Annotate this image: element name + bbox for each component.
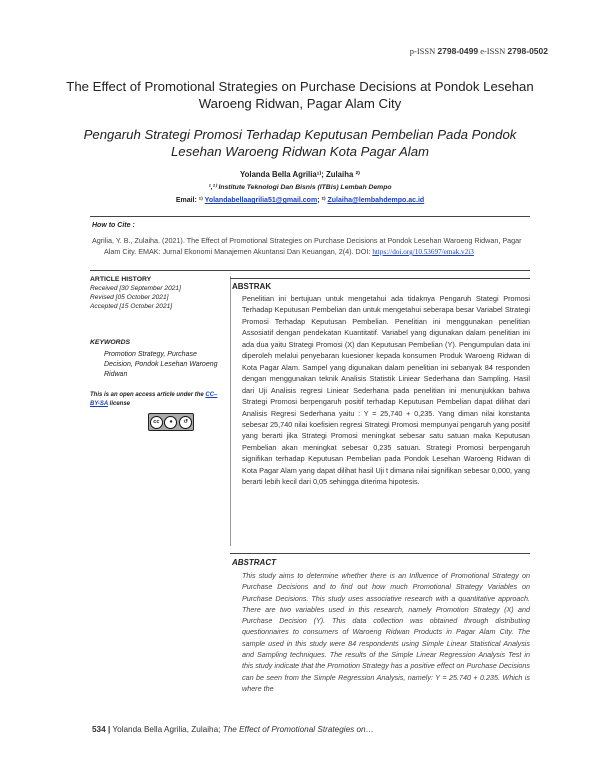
how-to-cite-text [92, 235, 530, 258]
email-link-1[interactable]: Yolandabellaagrilia51@gmail.com [204, 197, 318, 204]
revised-date: Revised [05 October 2021] [90, 294, 169, 301]
footer-authors: Yolanda Bella Agrilia, Zulaiha; [112, 725, 221, 734]
divider-abstrak [230, 278, 530, 279]
title-indonesian: Pengaruh Strategi Promosi Terhadap Keputusan Pembelian Pada Pondok Lesehan Waroeng Ridwan Kota Pagar Alam [83, 127, 517, 159]
e-issn-label: e-ISSN [480, 46, 506, 56]
page-number: 534 [92, 725, 106, 734]
sa-icon: ↺ [179, 416, 192, 429]
citation-text: Agrilia, Y. B., Zulaiha. (2021). The Effect of Promotional Strategies on Purchase Decisions at Pondok Lesehan Waroeng Ridwan, Pagar Alam City. EMAK: Jurnal Ekonomi Manajemen Akuntansi Dan Keuangan, 2(4). DOI: [92, 236, 522, 256]
issn-line [410, 46, 548, 56]
page-footer [92, 725, 374, 734]
email-line [60, 196, 540, 204]
email-link-2[interactable]: Zulaiha@lembahdempo.ac.id [327, 197, 425, 204]
article-history-heading: ARTICLE HISTORY [90, 276, 152, 283]
email-label: Email: [175, 197, 197, 204]
keywords-text: Promotion Strategy, Purchase Decision, Pondok Lesehan Waroeng Ridwan [104, 351, 218, 378]
license-post: license [109, 400, 131, 407]
license-pre: This is an open access article under the [90, 392, 204, 398]
abstrak-heading: ABSTRAK [232, 282, 272, 291]
article-history [90, 275, 225, 311]
how-to-cite-heading: How to Cite : [92, 222, 135, 229]
abstract-text: This study aims to determine whether there is an Influence of Promotional Strategy on Purchase Decisions and to find out how much Promotional Strategy Variables on Purchase Decisions. This study uses associative research with a quantitative approach. There are two variables used in this research, namely Promotion Strategy (X) and Purchase Decision (Y). This data collection was obtained through distributing questionnaires to consumers of Waroeng Ridwan Products in Pagar Alam City. The sample used in this study were 84 respondents using Simple Linear Statistical Analysis and Sampling techniques. The results of the Simple Linear Regression Analysis Test in this study indicate that the Promotion Strategy has a positive effect on Purchase Decisions can be seen from the Simple Regression Analysis, namely: Y = 25.740 + 0.235. Which is where the [242, 571, 530, 693]
by-icon: ● [164, 416, 177, 429]
received-date: Received [30 September 2021] [90, 285, 181, 292]
license-note [90, 391, 225, 408]
p-issn-label: p-ISSN [409, 46, 436, 56]
affiliation: ¹,²⁾ Institute Teknologi Dan Bisnis (ITBis) Lembah Dempo [208, 184, 392, 191]
e-issn-number: 2798-0502 [507, 46, 548, 56]
footer-title: The Effect of Promotional Strategies on… [222, 725, 374, 734]
divider-top [90, 216, 530, 217]
cc-by-sa-badge-icon[interactable] [148, 413, 194, 431]
divider-cite [90, 270, 530, 271]
keywords-block [90, 338, 225, 380]
abstract-heading: ABSTRACT [232, 558, 276, 567]
authors: Yolanda Bella Agrilia¹⁾; Zulaiha ²⁾ [240, 170, 360, 179]
footer-separator: | [107, 725, 111, 734]
abstrak-text: Penelitian ini bertujuan untuk mengetahui ada tidaknya Pengaruh Stategi Promosi Terhadap Keputusan Pembelian dan untuk mengetahui seberapa besar Variabel Strategi Promosi Terhadap Keputusan Pembelian. Penelitian ini menggunakan penelitian Assosiatif dengan pendekatan Kuantitatif. Variabel yang digunakan dalam penelitian ini ada dua yaitu Strategi Promosi (X) dan Keputusan Pembelian (Y). Pengumpulan data ini diperoleh melalui penyebaran kuesioner kepada konsumen Produk Waroeng Ridwan di Kota Pagar Alam. Sampel yang digunakan dalam penelitian ini sebanyak 84 responden dengan menggunakan teknik Analisis Statistik Liniear Sederhana dan Sampling. Hasil dari Uji Analisis regresi Liniear Sederhana pada penelitian ini menunjukkan bahwa Strategi Promosi berpengaruh positif terhadap Keputusan Pembelian dapat dilihat dari Analisis Regresi Sederhana yaitu : Y = 25,740 + 0,235. Yang diman nilai konstanta sebesar 25,740 nilai koefisien regresi Strategi Promosi mempunyai pengaruh yang positif yang berarti jika Strategi Promosi meningkat sebesar satu satuan maka Keputusan Pembelian akan meningkat sebesar 0,235 satuan. Strategi Promosi berpengaruh signifikan terhadap Keputusan Pembelian pada Pondok Lesehan Waroeng Ridwan di Kota Pagar Alam yang dapat dilihat hasil Uji t dimana nilai signifikan sebesar 0,000, yang berarti lebih kecil dari 0,05 sehingga diterima hipotesis. [242, 294, 530, 487]
email-sup-2: ²⁾ [321, 197, 326, 204]
license-link[interactable]: CC–BY-SA [90, 392, 218, 407]
p-issn-number: 2798-0499 [437, 46, 479, 56]
keywords-heading: KEYWORDS [90, 339, 131, 346]
column-divider [230, 276, 231, 546]
cc-icon: cc [150, 416, 163, 429]
email-separator: ; [317, 197, 320, 204]
title-english: The Effect of Promotional Strategies on Purchase Decisions at Pondok Lesehan Waroeng Ridwan, Pagar Alam City [66, 79, 534, 111]
email-sup-1: ¹⁾ [198, 197, 203, 204]
accepted-date: Accepted [15 October 2021] [90, 303, 173, 310]
doi-link[interactable]: https://doi.org/10.53697/emak.v2i3 [372, 248, 474, 256]
divider-abstract [230, 553, 530, 554]
